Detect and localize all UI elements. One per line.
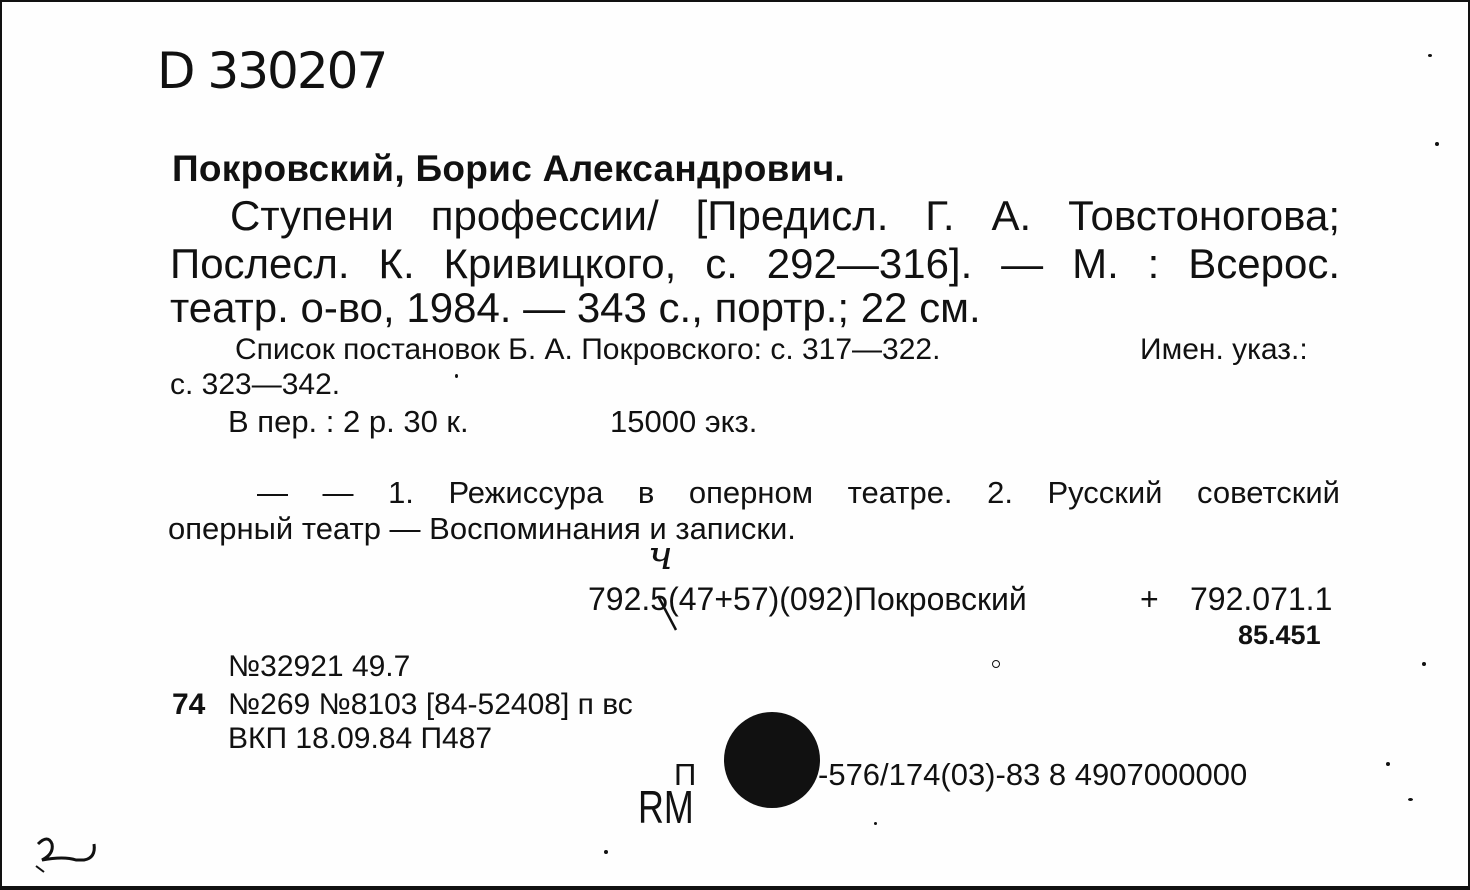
note-index-pages: с. 323—342. [170,368,341,401]
subjects-line-1: — — 1. Режиссура в оперном театре. 2. Русский советский [257,475,1340,510]
title-line-3: театр. о-во, 1984. — 343 с., портр.; 22 см. [170,284,981,331]
speck [992,660,1000,668]
handwritten-mark: ч [648,533,673,579]
udc-plus: + [1140,581,1159,617]
speck [604,850,608,854]
speck [1435,142,1439,146]
registry-line-2: №269 №8103 [84-52408] п вс [228,688,633,721]
bbk-index: 85.451 [1238,620,1321,650]
speck [1428,54,1432,57]
subjects-line-2: оперный театр — Воспоминания и записки. [168,511,796,546]
speck [1386,762,1390,766]
udc-index-2: 792.071.1 [1190,581,1333,617]
title-line-2: Послесл. К. Кривицкого, с. 292—316]. — М. : Всерос. [170,240,1340,287]
rm-stamp: RM [638,781,694,833]
note-index-label: Имен. указ.: [1140,333,1308,366]
note-productions: Список постановок Б. А. Покровского: с. 317—322. [235,333,941,366]
call-number: D 330207 [157,42,387,100]
speck [1408,798,1413,801]
price: В пер. : 2 р. 30 к. [228,404,469,439]
registry-prefix: 74 [172,688,206,721]
copies: 15000 экз. [610,404,758,439]
title-line-1: Ступени профессии/ [Предисл. Г. А. Товстоногова; [230,192,1340,239]
footer-code: -576/174(03)-83 8 4907000000 [818,757,1248,792]
speck [1422,662,1426,666]
speck [874,822,877,825]
udc-index: 792.5(47+57)(092)Покровский [588,581,1027,617]
author-heading: Покровский, Борис Александрович. [172,148,846,189]
speck [455,374,458,378]
registry-line-1: №32921 49.7 [228,650,411,683]
handwritten-scribble [24,820,114,880]
footer-p-letter: П [674,757,697,792]
ink-blot [724,712,820,808]
registry-line-3: ВКП 18.09.84 П487 [228,722,493,755]
